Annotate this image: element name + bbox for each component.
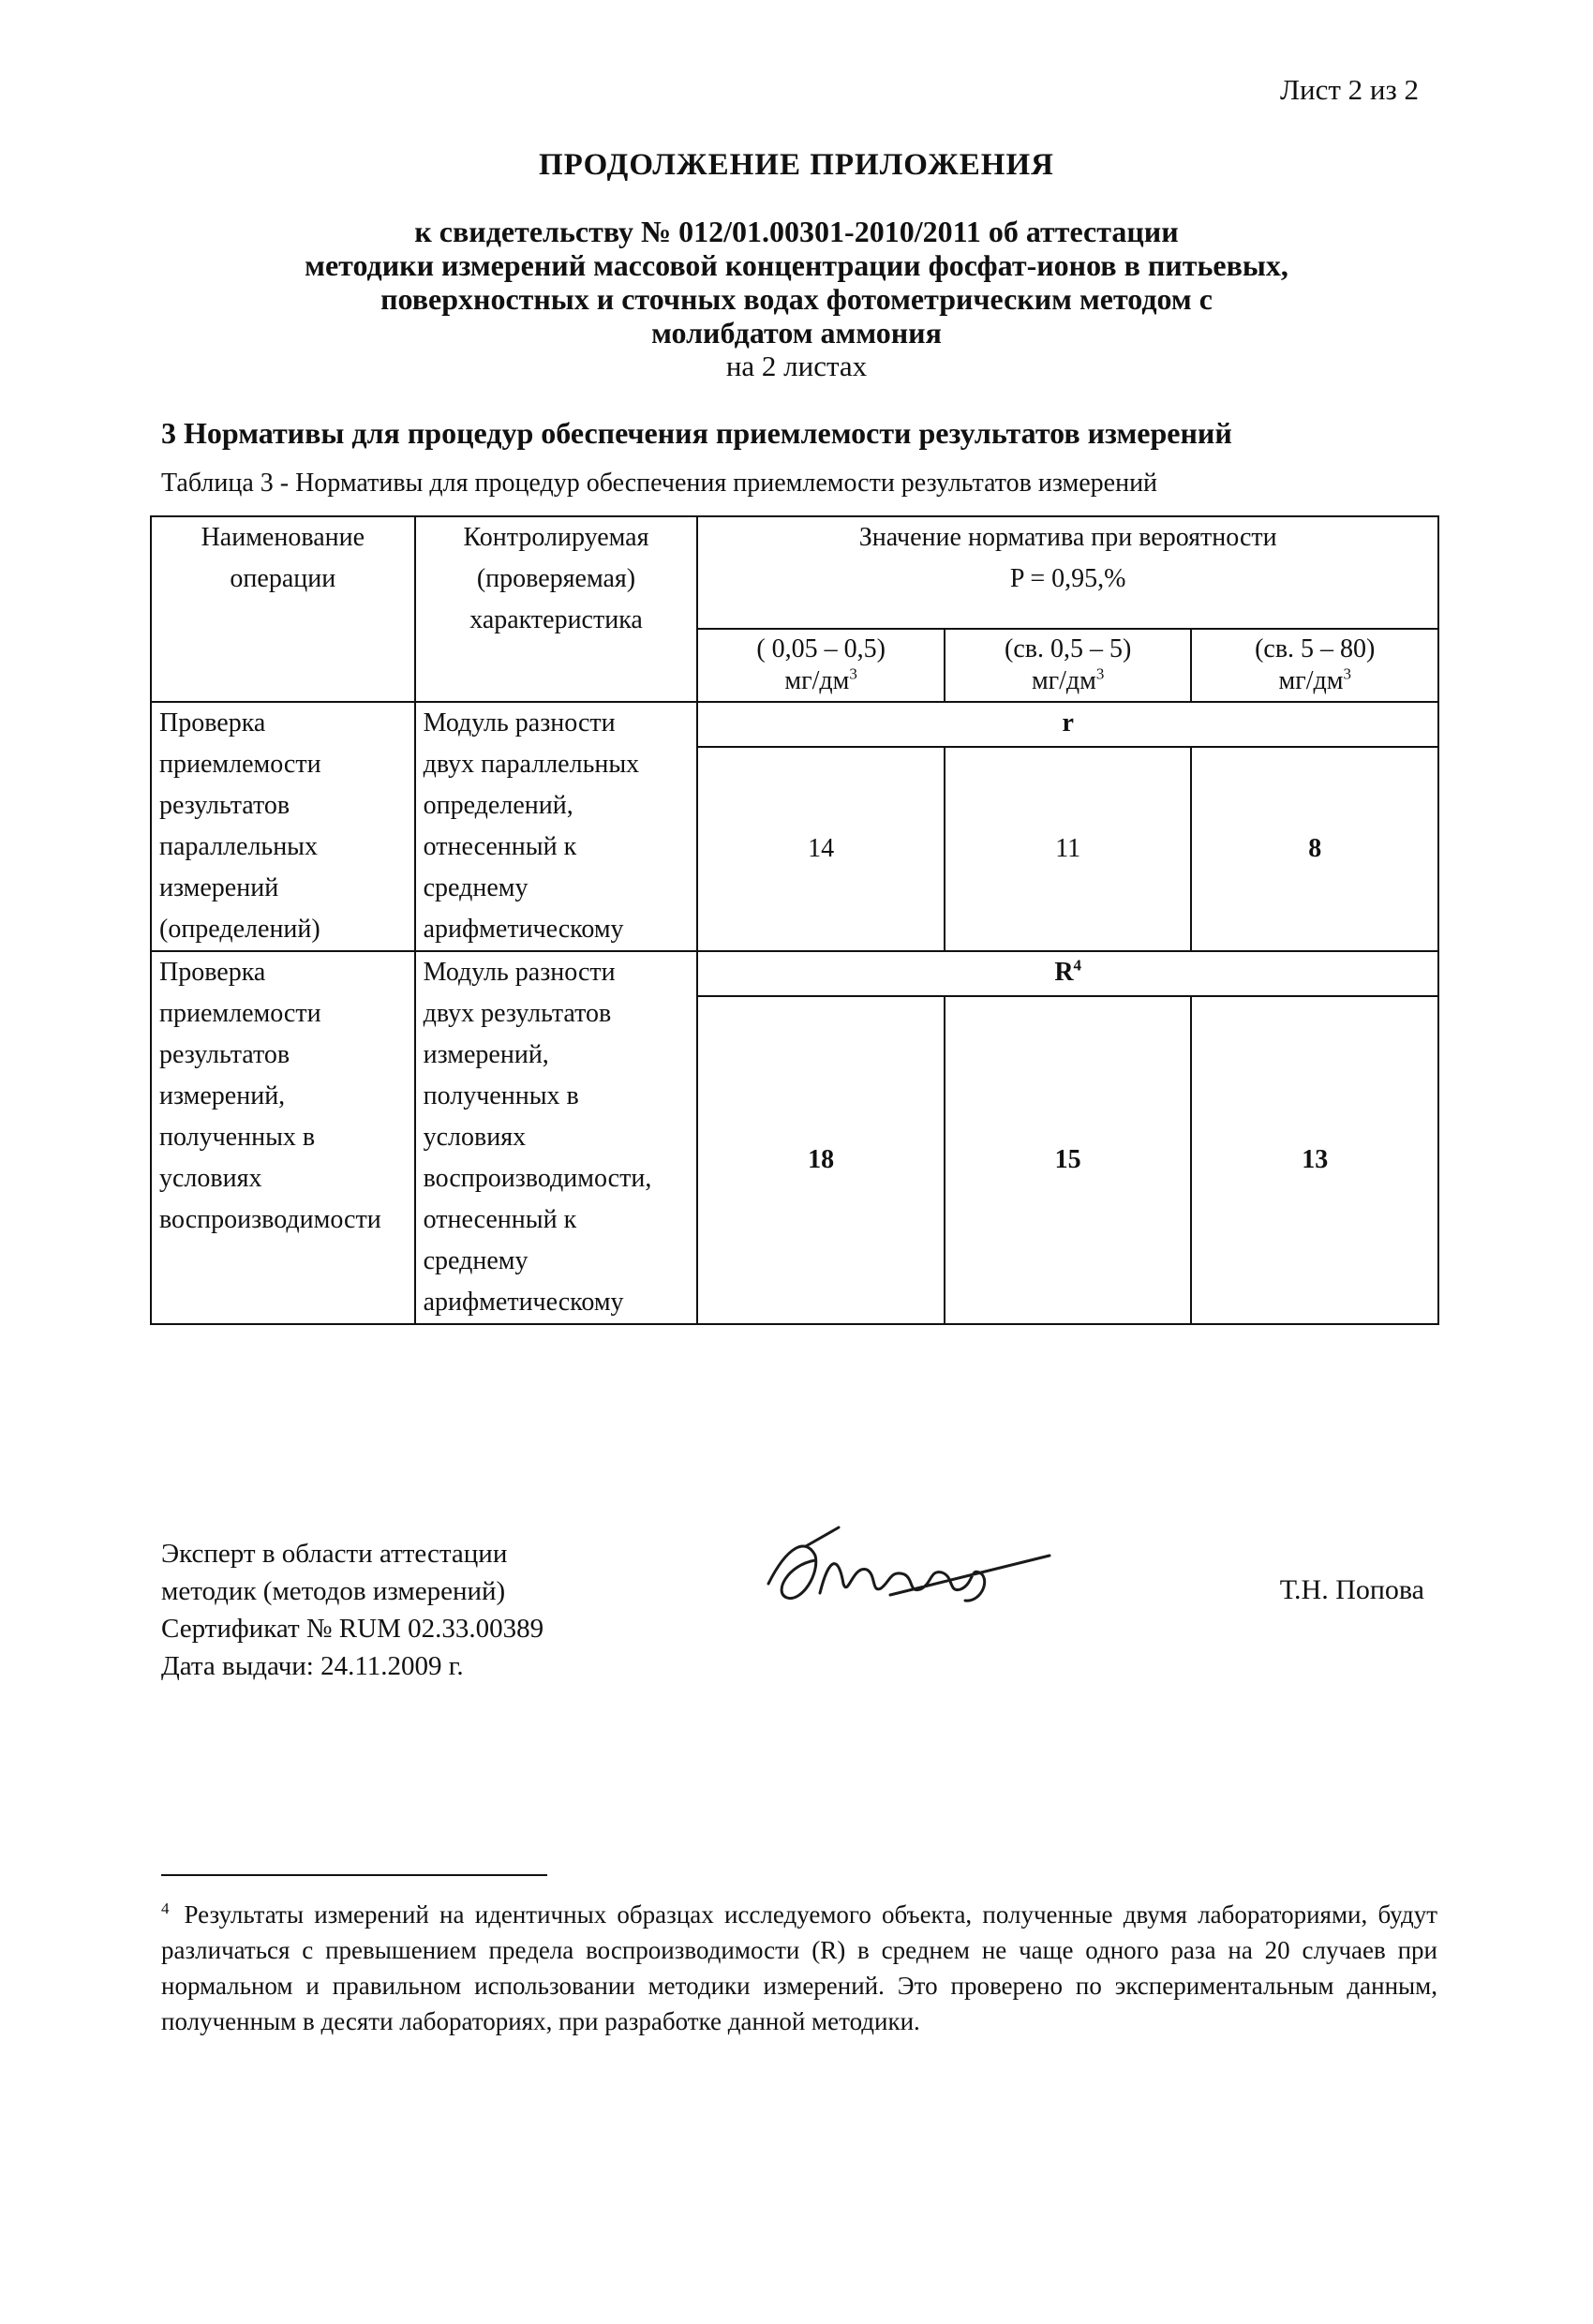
norm-symbol-cell	[697, 702, 1438, 747]
header-line-certificate: к свидетельству № 012/01.00301-2010/2011 об аттестации	[414, 215, 1179, 248]
expert-issue-date: Дата выдачи: 24.11.2009 г.	[161, 1651, 464, 1681]
value-cell: 13	[1191, 996, 1438, 1324]
table-row	[151, 702, 1438, 747]
norm-symbol: R	[1054, 958, 1074, 987]
expert-details	[161, 1535, 543, 1685]
header-operation: Наименование операции	[151, 516, 415, 702]
range-cell	[945, 629, 1192, 702]
footnote-mark: 4	[161, 1899, 170, 1917]
norm-symbol-cell: $R^4$	[697, 951, 1438, 996]
header-line-method-1: методики измерений массовой концентрации фосфат-ионов в питьевых,	[305, 248, 1288, 282]
header-line-method-3: молибдатом аммония	[651, 316, 942, 350]
value-cell: 14	[697, 747, 945, 951]
expert-certificate: Сертификат № RUM 02.33.00389	[161, 1614, 544, 1644]
range-unit: $мг/дм^3$	[784, 664, 857, 695]
table-row	[151, 951, 1438, 996]
range-label: ( 0,05 – 0,5)	[756, 634, 886, 663]
value-cell: 18	[697, 996, 945, 1324]
section-heading: 3 Нормативы для процедур обеспечения приемлемости результатов измерений	[161, 416, 1232, 450]
handwritten-signature-icon	[750, 1518, 1059, 1631]
range-label: (св. 5 – 80)	[1255, 634, 1376, 663]
norm-symbol: r	[1062, 708, 1074, 737]
expert-role-line1: Эксперт в области аттестации	[161, 1539, 508, 1569]
signer-name: Т.Н. Попова	[1279, 1574, 1424, 1605]
footnote	[161, 1897, 1437, 2039]
document-header	[0, 148, 1593, 383]
range-cell	[697, 629, 945, 702]
value-cell: 11	[945, 747, 1192, 951]
header-norm-value-line1: Значение норматива при вероятности	[858, 523, 1277, 552]
page-title: ПРОДОЛЖЕНИЕ ПРИЛОЖЕНИЯ	[539, 148, 1054, 182]
footnote-text: Результаты измерений на идентичных образцах исследуемого объекта, полученные двумя лабораториями, будут различаться с превышением предела воспроизводимости (R) в среднем не чаще одного раза на 20 случаев при нормальном и правильном использовании методики измерений. Это проверено по экспериментальным данным, полученным в десяти лабораториях, при разработке данной методики.	[161, 1900, 1437, 2035]
range-cell	[1191, 629, 1438, 702]
value-cell: 15	[945, 996, 1192, 1324]
sheet-number: Лист 2 из 2	[1279, 73, 1419, 106]
range-unit: $мг/дм^3$	[1278, 664, 1351, 695]
value-cell: 8	[1191, 747, 1438, 951]
norms-table	[150, 515, 1439, 1325]
header-characteristic: Контролируемая (проверяемая) характеристика	[415, 516, 698, 702]
header-sheets-count: на 2 листах	[725, 350, 868, 382]
table-caption: Таблица 3 - Нормативы для процедур обеспечения приемлемости результатов измерений	[161, 469, 1158, 498]
row-operation: Проверка приемлемости результатов параллельных измерений (определений)	[151, 702, 415, 951]
range-unit: $мг/дм^3$	[1031, 664, 1105, 695]
range-label: (св. 0,5 – 5)	[1005, 634, 1132, 663]
row-operation: Проверка приемлемости результатов измерений, полученных в условиях воспроизводимости	[151, 951, 415, 1324]
table-header-row	[151, 516, 1438, 629]
row-characteristic: Модуль разности двух параллельных определений, отнесенный к среднему арифметическому	[415, 702, 698, 951]
row-characteristic: Модуль разности двух результатов измерений, полученных в условиях воспроизводимости, отнесенный к среднему арифметическому	[415, 951, 698, 1324]
header-line-method-2: поверхностных и сточных водах фотометрическим методом с	[380, 282, 1213, 316]
expert-role-line2: методик (методов измерений)	[161, 1576, 506, 1606]
header-norm-value-line2: P = 0,95,%	[1009, 564, 1126, 593]
footnote-divider	[161, 1874, 547, 1876]
header-norm-value	[697, 516, 1438, 629]
